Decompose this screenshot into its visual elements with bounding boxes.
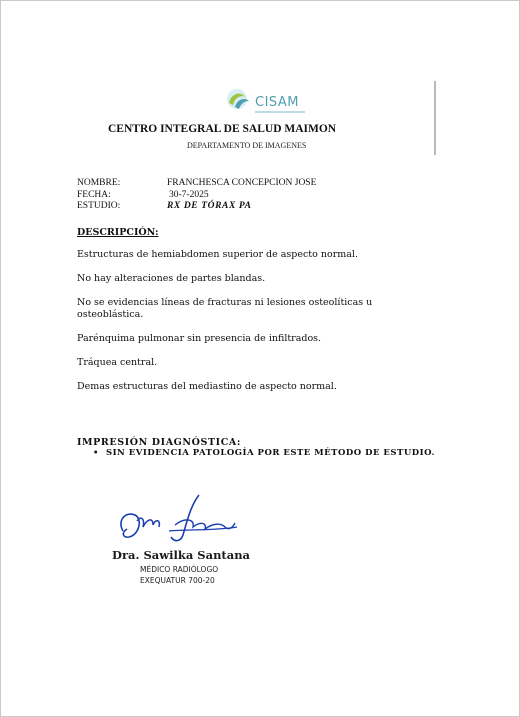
bullet-icon: • <box>93 448 99 458</box>
description-heading: DESCRIPCIÓN: <box>77 227 159 238</box>
margin-rule <box>434 81 436 155</box>
logo-text: CISAM <box>255 95 300 110</box>
doctor-name: Dra. Sawilka Santana <box>112 548 250 562</box>
finding-item: Estructuras de hemiabdomen superior de aspecto normal. <box>77 249 358 260</box>
finding-item: Demas estructuras del mediastino de aspecto normal. <box>77 380 337 392</box>
department-name: DEPARTAMENTO DE IMAGENES <box>187 141 307 150</box>
date-label: FECHA: <box>77 189 111 200</box>
doctor-title: MÉDICO RADIÓLOGO <box>140 565 219 574</box>
finding-item: Tráquea central. <box>77 356 158 368</box>
doctor-exequatur: EXEQUATUR 700-20 <box>140 576 215 585</box>
impression-heading: IMPRESIÓN DIAGNÓSTICA: <box>77 437 241 448</box>
finding-item: Parénquima pulmonar sin presencia de infiltrados. <box>77 332 322 344</box>
finding-item: No hay alteraciones de partes blandas. <box>77 273 266 284</box>
finding-item: No se evidencias líneas de fracturas ni lesiones osteolíticas u osteoblástica. <box>77 297 373 320</box>
study-value: RX DE TÓRAX PA <box>167 201 252 211</box>
impression-list <box>93 448 435 458</box>
impression-item: SIN EVIDENCIA PATOLOGÍA POR ESTE MÉTODO DE ESTUDIO. <box>105 448 435 458</box>
name-label: NOMBRE: <box>77 178 121 188</box>
center-name: CENTRO INTEGRAL DE SALUD MAIMON <box>108 123 337 135</box>
handwritten-signature <box>113 491 243 551</box>
study-label: ESTUDIO: <box>77 201 121 211</box>
name-value: FRANCHESCA CONCEPCION JOSE <box>167 178 317 188</box>
findings-list <box>77 249 407 405</box>
date-value: 30-7-2025 <box>169 189 209 200</box>
